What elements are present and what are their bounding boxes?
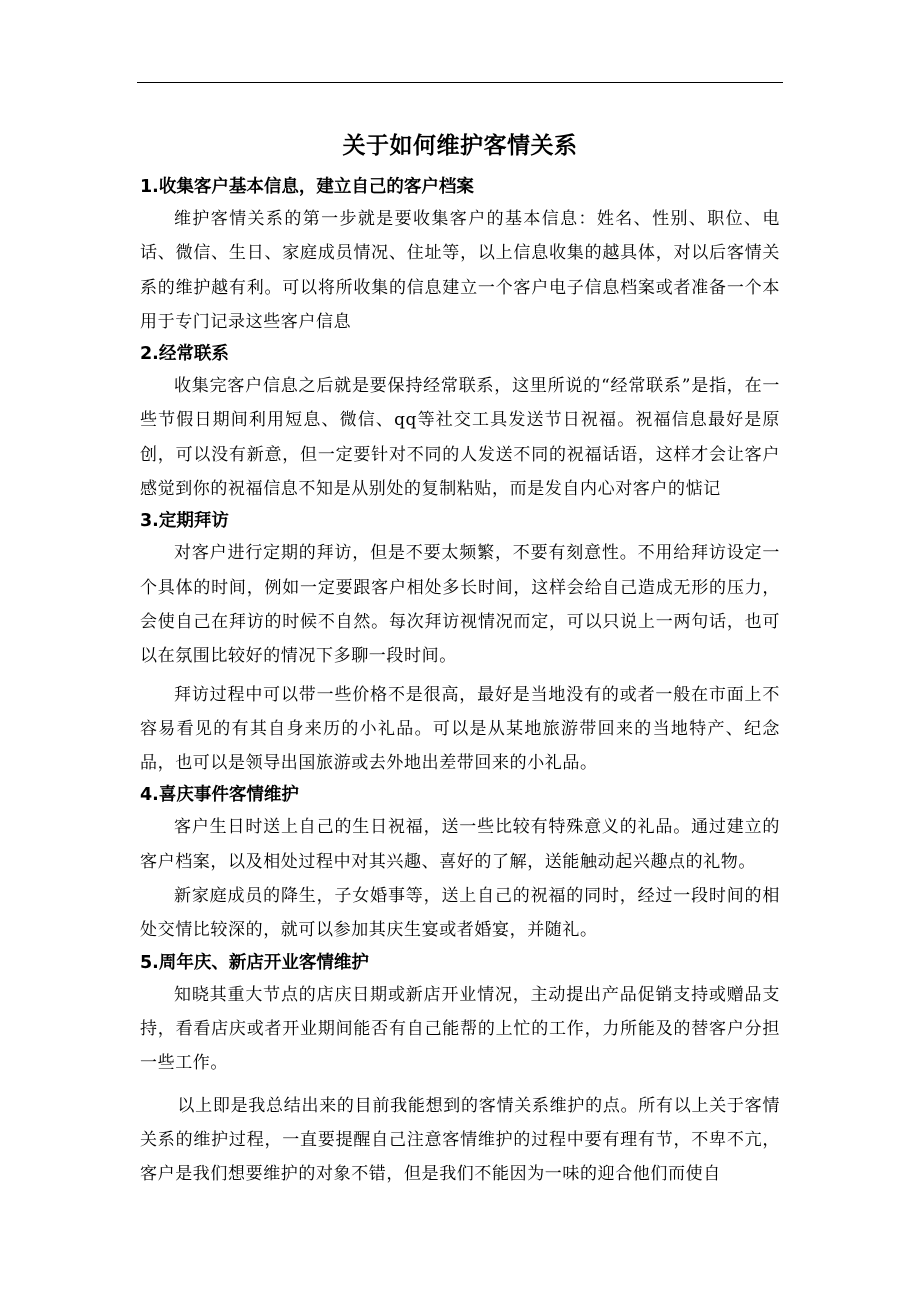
section-1 (140, 172, 780, 339)
section-heading: 4.喜庆事件客情维护 (140, 785, 299, 806)
section-paragraph: 知晓其重大节点的店庆日期或新店开业情况，主动提出产品促销支持或赠品支持，看看店庆或者开业期间能否有自己能帮的上忙的工作，力所能及的替客户分担一些工作。 (140, 984, 780, 1074)
section-paragraph: 拜访过程中可以带一些价格不是很高，最好是当地没有的或者一般在市面上不容易看见的有其自身来历的小礼品。可以是从某地旅游带回来的当地特产、纪念品，也可以是领导出国旅游或去外地出差带回来的小礼品。 (140, 684, 780, 774)
document-body (140, 126, 780, 1191)
section-heading: 2.经常联系 (140, 344, 229, 365)
section-heading: 5.周年庆、新店开业客情维护 (140, 952, 369, 973)
document-title: 关于如何维护客情关系 (342, 133, 578, 159)
section-paragraph: 客户生日时送上自己的生日祝福，送一些比较有特殊意义的礼品。通过建立的客户档案，以及相处过程中对其兴趣、喜好的了解，送能触动起兴趣点的礼物。 (140, 817, 780, 872)
section-2 (140, 339, 780, 506)
section-heading: 3.定期拜访 (140, 511, 229, 532)
section-5 (140, 948, 780, 1081)
header-rule (137, 82, 783, 83)
section-paragraph: 维护客情关系的第一步就是要收集客户的基本信息：姓名、性别、职位、电话、微信、生日、家庭成员情况、住址等，以上信息收集的越具体，对以后客情关系的维护越有利。可以将所收集的信息建立一个客户电子信息档案或者准备一个本用于专门记录这些客户信息 (140, 209, 780, 332)
section-paragraph: 对客户进行定期的拜访，但是不要太频繁，不要有刻意性。不用给拜访设定一个具体的时间，例如一定要跟客户相处多长时间，这样会给自己造成无形的压力，会使自己在拜访的时候不自然。每次拜访视情况而定，可以只说上一两句话，也可以在氛围比较好的情况下多聊一段时间。 (140, 543, 780, 667)
section-heading: 1.收集客户基本信息，建立自己的客户档案 (140, 177, 474, 197)
section-4 (140, 780, 780, 947)
conclusion-paragraph: 以上即是我总结出来的目前我能想到的客情关系维护的点。所有以上关于客情关系的维护过程，一直要提醒自己注意客情维护的过程中要有理有节，不卑不亢，客户是我们想要维护的对象不错，但是我们不能因为一味的迎合他们而使自 (140, 1095, 780, 1185)
section-3 (140, 506, 780, 780)
section-paragraph: 收集完客户信息之后就是要保持经常联系，这里所说的“经常联系”是指，在一些节假日期间利用短息、微信、qq等社交工具发送节日祝福。祝福信息最好是原创，可以没有新意，但一定要针对不同的人发送不同的祝福话语，这样才会让客户感觉到你的祝福信息不知是从别处的复制粘贴，而是发自内心对客户的惦记 (140, 376, 780, 500)
section-paragraph: 新家庭成员的降生，子女婚事等，送上自己的祝福的同时，经过一段时间的相处交情比较深的，就可以参加其庆生宴或者婚宴，并随礼。 (140, 886, 780, 941)
